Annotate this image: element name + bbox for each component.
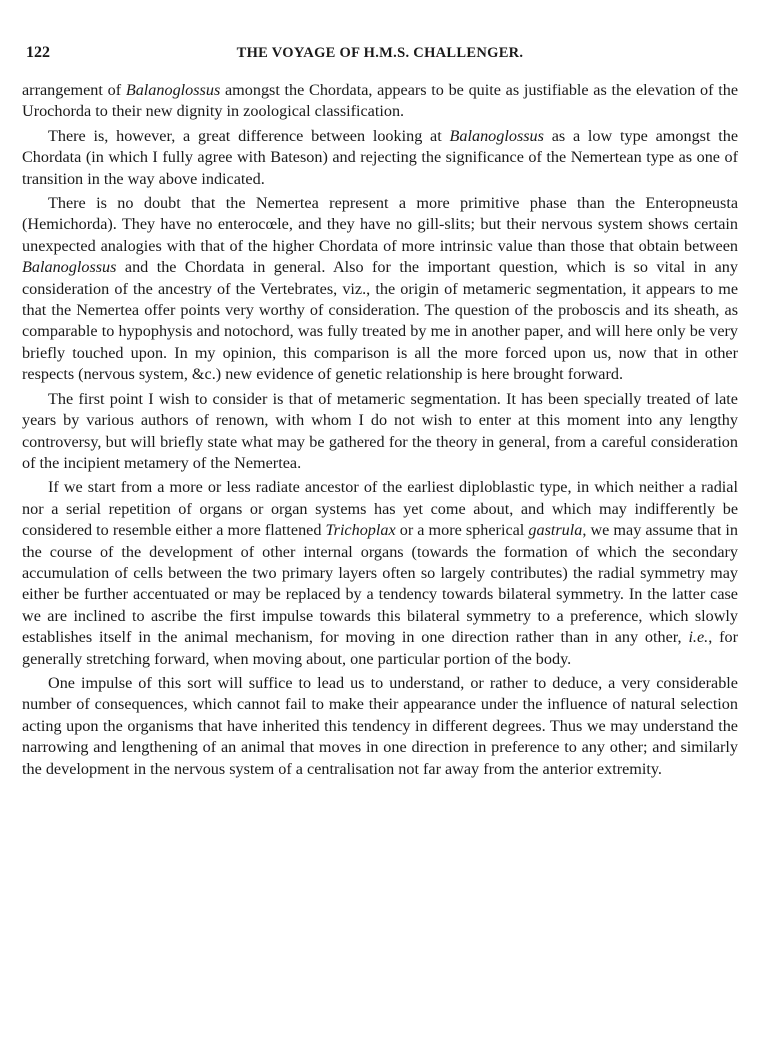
paragraph-4: The first point I wish to consider is that of metameric segmentation. It has been specially treated of late years by various authors of renown, with whom I do not wish to enter at this moment into any lengthy controversy, but will briefly state what may be gathered for the theory in general, from a careful consideration of the incipient metamery of the Nemertea. bbox=[22, 389, 738, 472]
body-text bbox=[22, 80, 738, 780]
paragraph-1: arrangement of Balanoglossus amongst the Chordata, appears to be quite as justifiable as the elevation of the Urochorda to their new dignity in zoological classification. bbox=[22, 81, 739, 121]
document-page bbox=[22, 38, 738, 780]
paragraph-6: One impulse of this sort will suffice to lead us to understand, or rather to deduce, a very considerable number of consequences, which cannot fail to make their appearance under the influence of natural selection acting upon the organisms that have inherited this tendency in different degrees. Thus we may understand the narrowing and lengthening of an animal that moves in one direction in preference to any other; and similarly the development in the nervous system of a centralisation not far away from the anterior extremity. bbox=[22, 673, 738, 778]
paragraph-2: There is, however, a great difference between looking at Balanoglossus as a low type amongst the Chordata (in which I fully agree with Bateson) and rejecting the significance of the Nemertean type as one of transition in the way above indicated. bbox=[22, 126, 739, 188]
page-header bbox=[22, 38, 738, 64]
paragraph-3: There is no doubt that the Nemertea represent a more primitive phase than the Enteropneusta (Hemichorda). They have no enterocœle, and they have no gill-slits; but their nervous system shows certain unexpected analogies with that of the higher Chordata of more intrinsic value than those that obtain between Balanoglossus and the Chordata in general. Also for the important question, which is so vital in any consideration of the ancestry of the Vertebrates, viz., the origin of metameric segmentation, it appears to me that the Nemertea offer points very worthy of consideration. The question of the proboscis and its sheath, as comparable to hypophysis and notochord, was fully treated by me in another paper, and will here only be very briefly touched upon. In my opinion, this comparison is all the more forced upon us, now that in other respects (nervous system, &c.) new evidence of genetic relationship is here brought forward. bbox=[22, 194, 738, 384]
running-title: THE VOYAGE OF H.M.S. CHALLENGER. bbox=[236, 45, 524, 61]
paragraph-5: If we start from a more or less radiate ancestor of the earliest diploblastic type, in which neither a radial nor a serial repetition of organs or organ systems has yet come about, and which may indifferently be considered to resemble either a more flattened Trichoplax or a more spherical gastrula, we may assume that in the course of the development of other internal organs (towards the formation of which the secondary accumulation of cells between the two primary layers often so largely contributes) the radial symmetry may either be further accentuated or may be replaced by a tendency towards bilateral symmetry. In the latter case we are inclined to ascribe the first impulse towards this bilateral symmetry to a preference, which slowly establishes itself in the animal mechanism, for moving in one direction rather than in any other, i.e., for generally stretching forward, when moving about, one particular portion of the body. bbox=[22, 478, 738, 668]
page-number: 122 bbox=[26, 44, 50, 61]
